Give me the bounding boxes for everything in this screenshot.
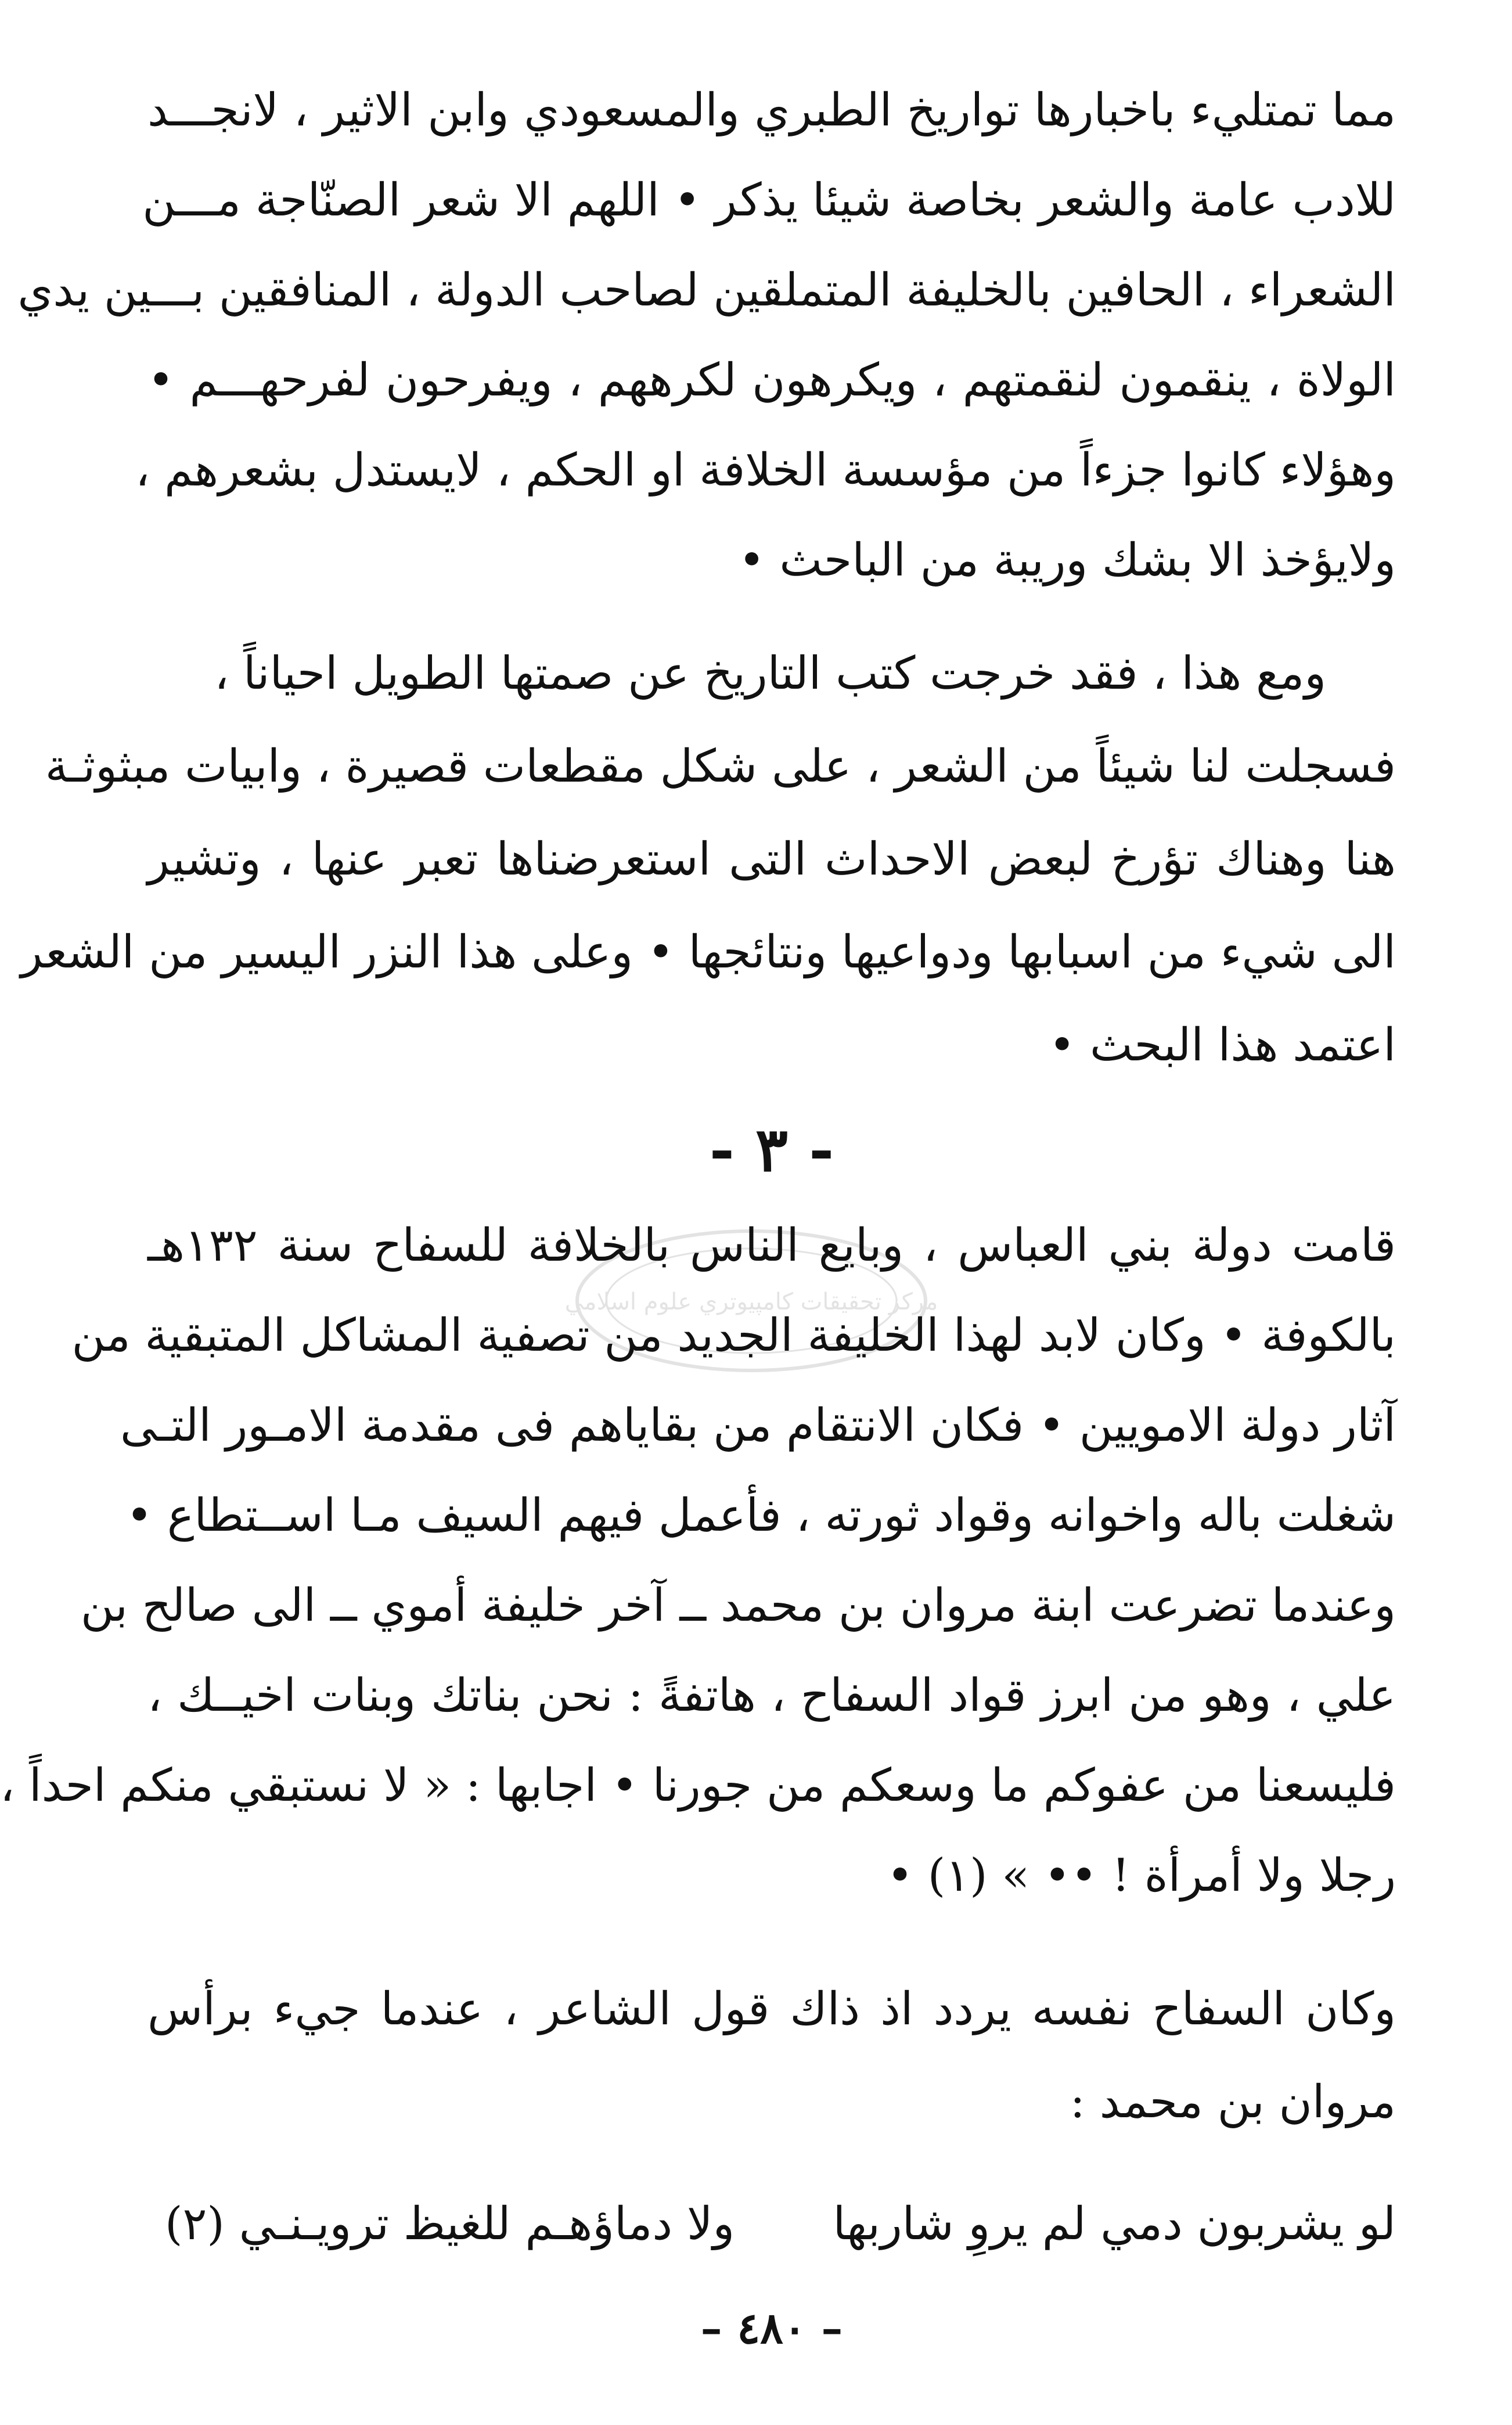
svg-text:مركز تحقيقات كامپيوتري علوم اس: مركز تحقيقات كامپيوتري علوم اسلامي	[564, 1289, 938, 1315]
text-line: هنا وهناك تؤرخ لبعض الاحداث التى استعرضناها تعبر عنها ، وتشير	[147, 833, 1396, 886]
text-line: ولايؤخذ الا بشك وريبة من الباحث •	[738, 534, 1396, 587]
text-line: مما تمتليء باخبارها تواريخ الطبري والمسعودي وابن الاثير ، لانجـــد	[147, 84, 1396, 136]
text-line: قامت دولة بني العباس ، وبايع الناس بالخلافة للسفاح سنة ١٣٢هـ	[147, 1219, 1396, 1272]
text-line: وهؤلاء كانوا جزءاً من مؤسسة الخلافة او الحكم ، لايستدل بشعرهم ،	[135, 444, 1396, 496]
section-number: - ٣ -	[709, 1114, 834, 1185]
text-line: فليسعنا من عفوكم ما وسعكم من جورنا • اجابها : « لا نستبقي منكم احداً ،	[0, 1760, 1396, 1812]
text-line: علي ، وهو من ابرز قواد السفاح ، هاتفةً : نحن بناتك وبنات اخيــك ،	[147, 1670, 1396, 1722]
text-line: رجلا ولا أمرأة ! •• » (١) •	[886, 1850, 1396, 1902]
verse-second-hemistich: ولا دماؤهـم للغيظ ترويـنـي (٢)	[165, 2198, 735, 2250]
page-number: – ٤٨٠ –	[700, 2304, 843, 2354]
text-line: فسجلت لنا شيئاً من الشعر ، على شكل مقطعات قصيرة ، وابيات مبثوثـة	[45, 740, 1396, 793]
text-line: شغلت باله واخوانه وقواد ثورته ، فأعمل فيهم السيف مـا اســتطاع •	[126, 1489, 1396, 1542]
text-line: للادب عامة والشعر بخاصة شيئا يذكر • اللهم الا شعر الصنّاجة مـــن	[142, 174, 1396, 226]
text-line: بالكوفة • وكان لابد لهذا الخليفة الجديد من تصفية المشاكل المتبقية من	[71, 1309, 1396, 1362]
text-line: الى شيء من اسبابها ودواعيها ونتائجها • وعلى هذا النزر اليسير من الشعر	[20, 926, 1396, 978]
text-line: وعندما تضرعت ابنة مروان بن محمد ــ آخر خليفة أموي ــ الى صالح بن	[80, 1580, 1396, 1632]
text-line: الولاة ، ينقمون لنقمتهم ، ويكرهون لكرههم ، ويفرحون لفرحهـــم •	[147, 354, 1396, 406]
text-line: ومع هذا ، فقد خرجت كتب التاريخ عن صمتها الطويل احياناً ،	[214, 647, 1326, 700]
text-line: آثار دولة الامويين • فكان الانتقام من بقاياهم فى مقدمة الامـور التـى	[120, 1399, 1396, 1452]
text-line: اعتمد هذا البحث •	[1049, 1019, 1396, 1071]
text-line: وكان السفاح نفسه يردد اذ ذاك قول الشاعر ، عندما جيء برأس	[147, 1983, 1396, 2035]
verse-first-hemistich: لو يشربون دمي لم يروِ شاربها	[833, 2198, 1396, 2250]
text-line: مروان بن محمد :	[1070, 2076, 1396, 2128]
text-line: الشعراء ، الحافين بالخليفة المتملقين لصاحب الدولة ، المنافقين بـــين يدي	[17, 264, 1396, 316]
